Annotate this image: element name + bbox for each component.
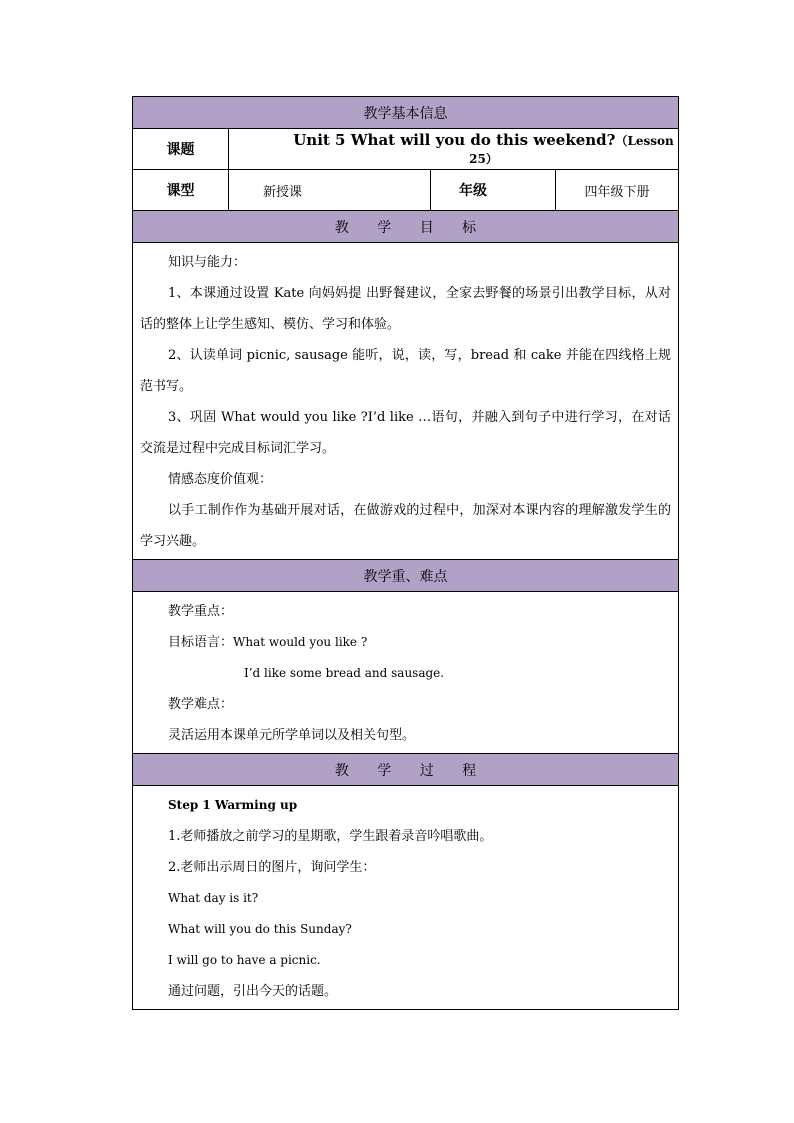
process-line-3: What day is it? [168, 891, 259, 905]
process-header-text: 教 学 过 程 [334, 762, 489, 779]
difficulty-heading: 教学难点： [168, 697, 234, 712]
process-line-5: I will go to have a picnic. [168, 953, 321, 967]
grade-value: 四年级下册 [556, 170, 679, 211]
topic-lesson: （Lesson 25） [469, 134, 674, 166]
objective-item-3: 3、巩固 What would you like ?I’d like …语句，并融入到句子中进行学习，在对话交流是过程中完成目标词汇学习。 [140, 410, 671, 456]
target-label: 目标语言： [168, 635, 234, 650]
topic-main: Unit 5 What will you do this weekend? [293, 131, 616, 149]
objectives-header-text: 教 学 目 标 [334, 219, 489, 236]
process-content [133, 786, 679, 1010]
basic-info-header [133, 97, 679, 129]
process-line-1: 1.老师播放之前学习的星期歌，学生跟着录音吟唱歌曲。 [168, 829, 493, 844]
topic-label: 课题 [133, 129, 229, 170]
objective-item-2: 2、认读单词 picnic, sausage 能听，说，读，写，bread 和 cake 并能在四线格上规范书写。 [140, 348, 671, 394]
type-value: 新授课 [229, 170, 431, 211]
target-answer: I’d like some bread and sausage. [244, 666, 445, 680]
topic-value [229, 129, 679, 170]
type-label: 课型 [133, 170, 229, 211]
step1-heading: Step 1 Warming up [168, 798, 298, 812]
objectives-content [133, 243, 679, 560]
key-points-header-text: 教学重、难点 [363, 568, 448, 585]
process-line-6: 通过问题，引出今天的话题。 [168, 984, 338, 999]
target-language [140, 627, 671, 658]
key-points-header [133, 560, 679, 592]
emotion-text: 以手工制作作为基础开展对话，在做游戏的过程中，加深对本课内容的理解激发学生的学习兴趣。 [140, 503, 671, 549]
objective-item-1: 1、本课通过设置 Kate 向妈妈提 出野餐建议，全家去野餐的场景引出教学目标，从对话的整体上让学生感知、模仿、学习和体验。 [140, 286, 671, 332]
basic-info-header-text: 教学基本信息 [363, 105, 448, 122]
process-line-4: What will you do this Sunday? [168, 922, 352, 936]
emotion-heading: 情感态度价值观： [168, 472, 273, 487]
grade-label: 年级 [431, 170, 556, 211]
key-points-content [133, 592, 679, 754]
target-question: What would you like ? [233, 635, 368, 649]
knowledge-heading: 知识与能力： [168, 255, 247, 270]
focus-heading: 教学重点： [168, 604, 234, 619]
objectives-header [133, 211, 679, 243]
difficulty-text: 灵活运用本课单元所学单词以及相关句型。 [168, 728, 416, 743]
process-header [133, 754, 679, 786]
process-line-2: 2.老师出示周日的图片，询问学生： [168, 860, 376, 875]
lesson-plan-table [132, 96, 679, 1010]
